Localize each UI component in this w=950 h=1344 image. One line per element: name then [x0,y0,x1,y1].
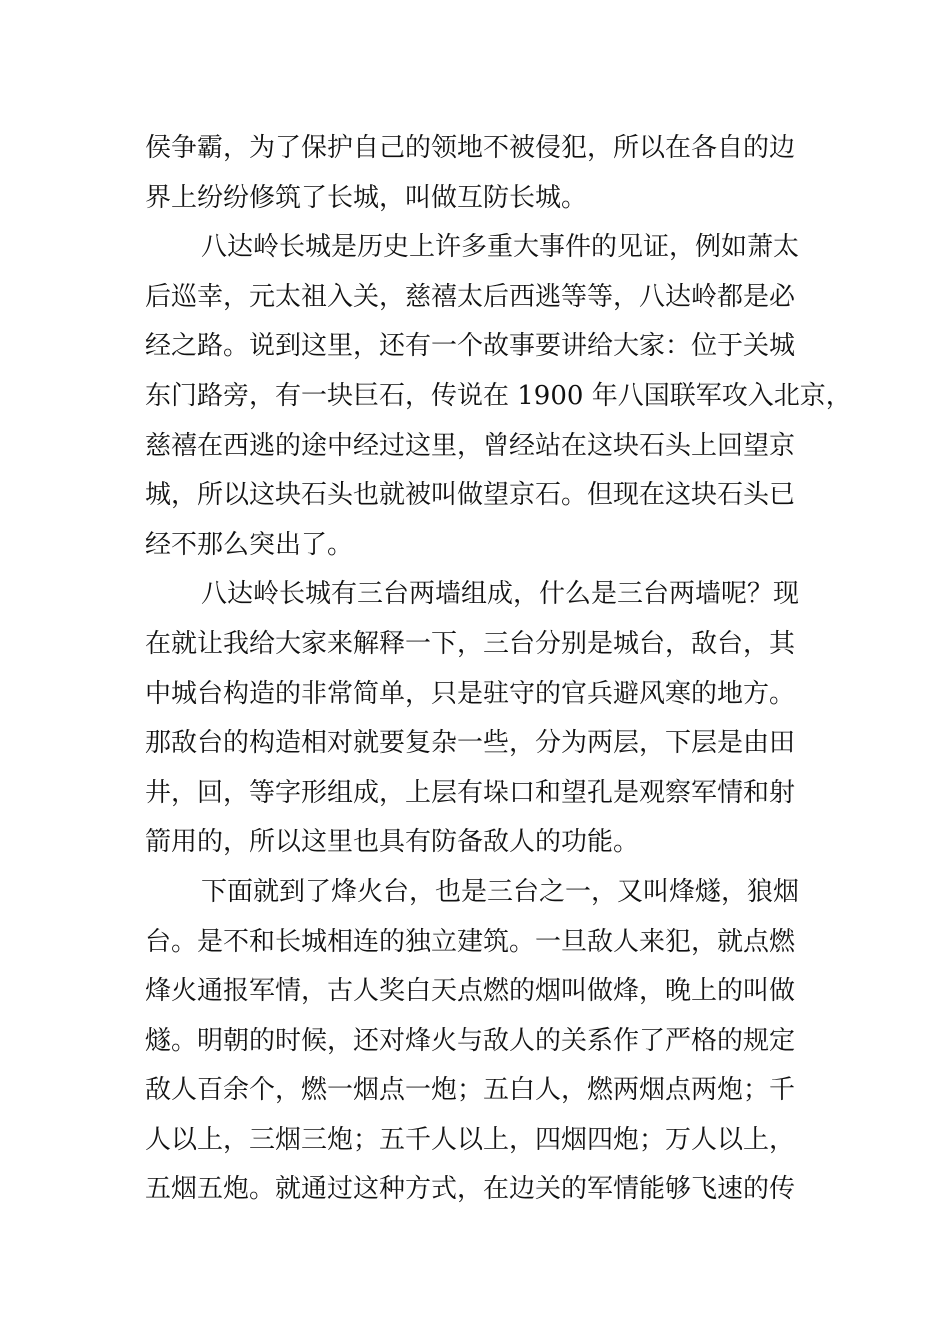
paragraph-first-line: 下面就到了烽火台，也是三台之一，又叫烽燧，狼烟 [201,876,800,907]
paragraph-first-line: 八达岭长城有三台两墙组成，什么是三台两墙呢？现 [201,579,800,610]
text-line: 烽火通报军情，古人奖白天点燃的烟叫做烽，晚上的叫做 [145,976,796,1007]
text-line: 侯争霸，为了保护自己的领地不被侵犯，所以在各自的边 [145,133,796,163]
text-line: 在就让我给大家来解释一下，三台分别是城台，敌台，其 [145,628,796,659]
text-line: 井，回，等字形组成，上层有垛口和望孔是观察军情和射 [145,777,796,808]
text-line: 箭用的，所以这里也具有防备敌人的功能。 [145,827,640,858]
text-line: 人以上，三烟三炮；五千人以上，四烟四炮；万人以上， [145,1124,796,1155]
text-line: 燧。明朝的时候，还对烽火与敌人的关系作了严格的规定 [145,1025,796,1056]
text-line: 敌人百余个，燃一烟点一炮；五白人，燃两烟点两炮；千 [145,1075,796,1106]
text-line: 慈禧在西逃的途中经过这里，曾经站在这块石头上回望京 [145,430,796,461]
text-line: 经不那么突出了。 [145,529,354,560]
paragraph-first-line: 八达岭长城是历史上许多重大事件的见证，例如萧太 [201,232,800,263]
text-line: 那敌台的构造相对就要复杂一些，分为两层，下层是由田 [145,728,796,759]
text-line: 经之路。说到这里，还有一个故事要讲给大家：位于关城 [145,331,796,362]
text-line: 台。是不和长城相连的独立建筑。一旦敌人来犯，就点燃 [145,926,796,957]
text-line: 东门路旁，有一块巨石，传说在 1900 年八国联军攻入北京， [145,380,852,411]
text-line: 界上纷纷修筑了长城，叫做互防长城。 [145,182,588,213]
text-line: 五烟五炮。就通过这种方式，在边关的军情能够飞速的传 [145,1174,796,1205]
text-line: 城，所以这块石头也就被叫做望京石。但现在这块石头已 [145,480,796,511]
text-line: 中城台构造的非常简单，只是驻守的官兵避风寒的地方。 [145,678,796,709]
body-text [145,124,852,1215]
text-line: 后巡幸，元太祖入关，慈禧太后西逃等等，八达岭都是必 [145,281,796,312]
